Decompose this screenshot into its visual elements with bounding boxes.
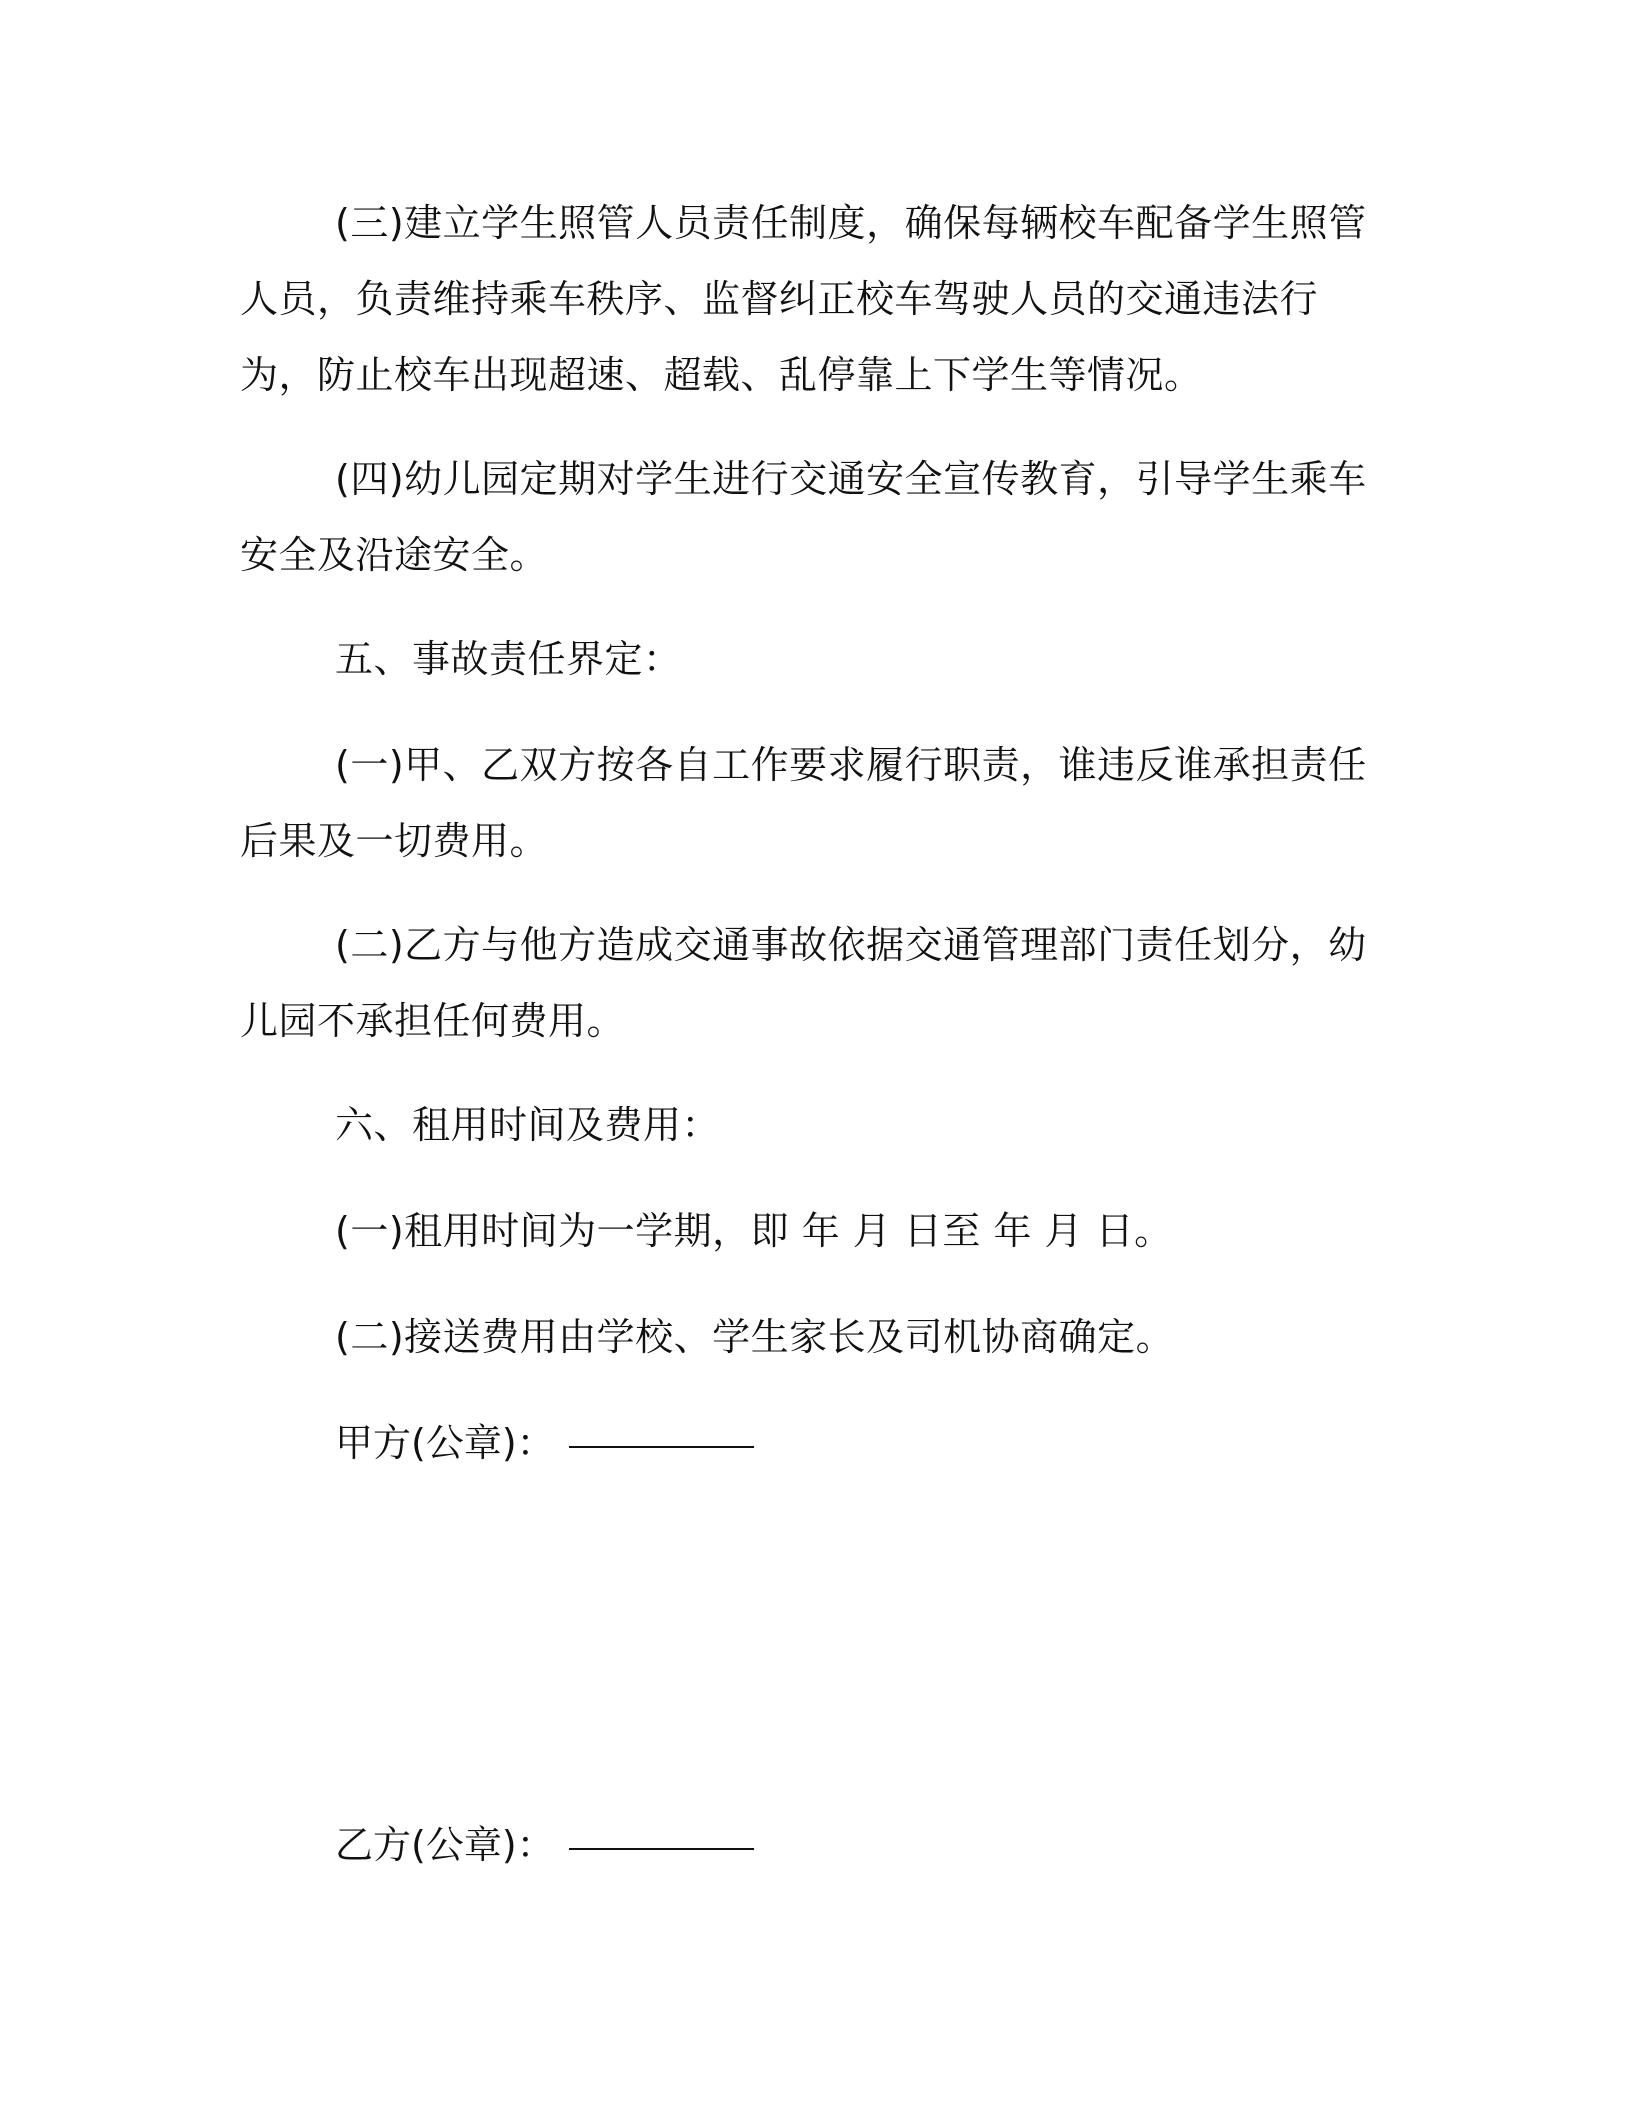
- party-b-signature: [240, 1807, 1375, 1883]
- party-a-signature-line: [569, 1446, 754, 1448]
- party-a-signature: [240, 1405, 1375, 1481]
- clause-5-2-accident: (二)乙方与他方造成交通事故依据交通管理部门责任划分，幼儿园不承担任何费用。: [240, 923, 1367, 1043]
- section-6-heading: 六、租用时间及费用：: [335, 1103, 721, 1147]
- clause-3-supervisor-duty: (三)建立学生照管人员责任制度，确保每辆校车配备学生照管人员，负责维持乘车秩序、监督纠正校车驾驶人员的交通违法行为，防止校车出现超速、超载、乱停靠上下学生等情况。: [240, 201, 1367, 397]
- document-body: [240, 185, 1375, 1883]
- clause-5-1-responsibility: (一)甲、乙双方按各自工作要求履行职责，谁违反谁承担责任后果及一切费用。: [240, 743, 1367, 863]
- signature-spacer: [240, 1481, 1375, 1807]
- party-b-label: 乙方(公章)：: [335, 1823, 555, 1867]
- clause-6-2-fees: (二)接送费用由学校、学生家长及司机协商确定。: [335, 1315, 1175, 1359]
- party-b-signature-line: [569, 1848, 754, 1850]
- party-a-label: 甲方(公章)：: [335, 1421, 555, 1465]
- section-5-heading: 五、事故责任界定：: [335, 637, 682, 681]
- clause-6-1-rental-period: (一)租用时间为一学期，即 年 月 日至 年 月 日。: [335, 1209, 1173, 1253]
- clause-4-safety-education: (四)幼儿园定期对学生进行交通安全宣传教育，引导学生乘车安全及沿途安全。: [240, 457, 1367, 577]
